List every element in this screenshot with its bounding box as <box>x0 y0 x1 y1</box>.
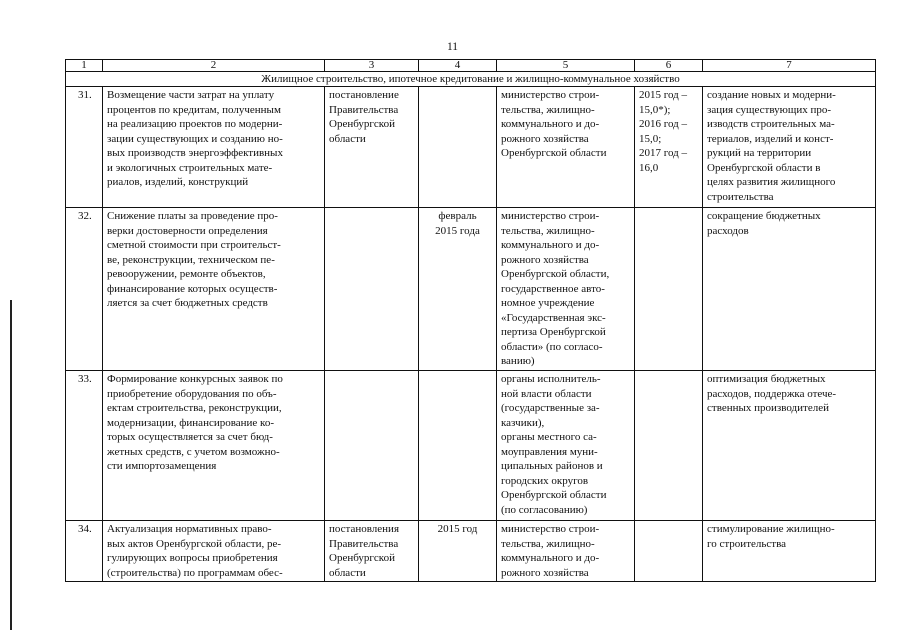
result-cell: оптимизация бюджетных расходов, поддержка отече- ственных производителей <box>703 371 876 521</box>
table-row <box>66 208 876 371</box>
funding-cell <box>635 371 703 521</box>
document-cell: постановление Правительства Оренбургской области <box>325 87 419 208</box>
result-cell: создание новых и модерни- зация существующих про- изводств строительных ма- териалов, изделий и конст- рукций на территории Оренбургской области в целях развития жилищного строительства <box>703 87 876 208</box>
column-header: 6 <box>635 60 703 72</box>
table-row <box>66 87 876 208</box>
document-cell <box>325 208 419 371</box>
section-title: Жилищное строительство, ипотечное кредитование и жилищно-коммунальное хозяйство <box>66 72 876 87</box>
section-row <box>66 72 876 87</box>
column-header: 1 <box>66 60 103 72</box>
deadline-cell <box>419 87 497 208</box>
funding-cell <box>635 521 703 582</box>
column-header: 5 <box>497 60 635 72</box>
measure-cell: Снижение платы за проведение про- верки достоверности определения сметной стоимости при строительст- ве, реконструкции, техническом пе- ревооружении, ремонте объектов, финансирование которых осуществ- ляется за счет бюджетных средств <box>103 208 325 371</box>
measure-cell: Возмещение части затрат на уплату процентов по кредитам, полученным на реализацию проектов по модерни- зации существующих и созданию но- вых производств энергоэффективных и экологичных строительных мате- риалов, изделий, конструкций <box>103 87 325 208</box>
funding-cell <box>635 208 703 371</box>
column-number-row <box>66 60 876 72</box>
measures-table <box>65 59 876 582</box>
executor-cell: министерство строи- тельства, жилищно- коммунального и до- рожного хозяйства Оренбургской области <box>497 87 635 208</box>
document-cell: постановления Правительства Оренбургской области <box>325 521 419 582</box>
deadline-cell: февраль 2015 года <box>419 208 497 371</box>
column-header: 4 <box>419 60 497 72</box>
row-number: 31. <box>66 87 103 208</box>
table-row <box>66 521 876 582</box>
deadline-cell: 2015 год <box>419 521 497 582</box>
measure-cell: Формирование конкурсных заявок по приобретение оборудования по объ- ектам строительства, реконструкции, модернизации, финансирование ко- торых осуществляется за счет бюд- жетных средств, с учетом возможно- сти импортозамещения <box>103 371 325 521</box>
column-header: 3 <box>325 60 419 72</box>
funding-cell: 2015 год – 15,0*); 2016 год – 15,0; 2017 год – 16,0 <box>635 87 703 208</box>
scan-edge-line <box>10 300 12 630</box>
row-number: 34. <box>66 521 103 582</box>
measure-cell: Актуализация нормативных право- вых актов Оренбургской области, ре- гулирующих вопросы приобретения (строительства) по программам обес- <box>103 521 325 582</box>
executor-cell: министерство строи- тельства, жилищно- коммунального и до- рожного хозяйства Оренбургской области, государственное авто- номное учреждение «Государственная экс- пертиза Оренбургской области» (по согласо- ванию) <box>497 208 635 371</box>
executor-cell: органы исполнитель- ной власти области (государственные за- казчики), органы местного са- моуправления муни- ципальных районов и городских округов Оренбургской области (по согласованию) <box>497 371 635 521</box>
row-number: 32. <box>66 208 103 371</box>
column-header: 2 <box>103 60 325 72</box>
document-cell <box>325 371 419 521</box>
row-number: 33. <box>66 371 103 521</box>
table-row <box>66 371 876 521</box>
column-header: 7 <box>703 60 876 72</box>
result-cell: стимулирование жилищно- го строительства <box>703 521 876 582</box>
result-cell: сокращение бюджетных расходов <box>703 208 876 371</box>
page-number: 11 <box>446 41 459 53</box>
executor-cell: министерство строи- тельства, жилищно- коммунального и до- рожного хозяйства <box>497 521 635 582</box>
deadline-cell <box>419 371 497 521</box>
